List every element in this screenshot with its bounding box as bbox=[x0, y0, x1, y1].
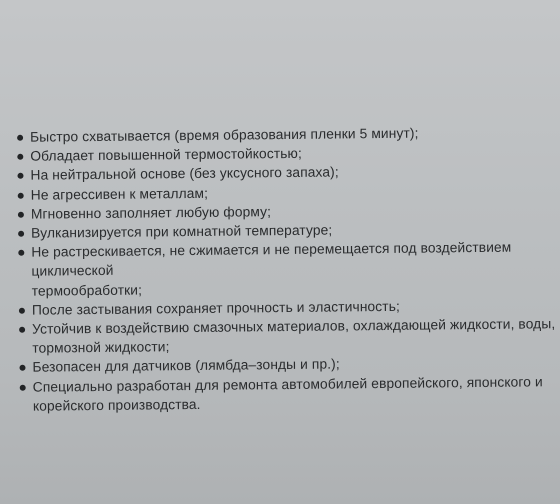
feature-text: После застывания сохраняет прочность и эластичность; bbox=[31, 298, 400, 318]
bullet-icon bbox=[17, 173, 23, 179]
feature-text: Безопасен для датчиков (лямбда–зонды и пр.); bbox=[32, 356, 340, 376]
feature-text: На нейтральной основе (без уксусного запаха); bbox=[30, 164, 339, 184]
feature-item bbox=[3, 372, 560, 416]
feature-text: Устойчив к воздействию смазочных материалов, охлаждающей жидкости, воды, тормозной жидкости; bbox=[32, 316, 556, 356]
bullet-icon bbox=[19, 308, 25, 314]
feature-text: Мгновенно заполняет любую форму; bbox=[30, 203, 272, 222]
bullet-icon bbox=[18, 192, 24, 198]
feature-text: Обладает повышенной термостойкостью; bbox=[30, 146, 302, 164]
bullet-icon bbox=[18, 212, 24, 218]
bullet-icon bbox=[18, 231, 24, 237]
bullet-icon bbox=[19, 365, 25, 371]
feature-list bbox=[0, 122, 560, 416]
feature-text: Не растрескивается, не сжимается и не перемещается под воздействием циклической термообработки; bbox=[31, 239, 512, 299]
feature-text: Не агрессивен к металлам; bbox=[30, 185, 209, 203]
bullet-icon bbox=[20, 384, 26, 390]
bullet-icon bbox=[18, 250, 24, 256]
bullet-icon bbox=[17, 154, 23, 160]
feature-item bbox=[1, 237, 560, 300]
bullet-icon bbox=[19, 327, 25, 333]
feature-text: Быстро схватывается (время образования пленки 5 минут); bbox=[30, 125, 419, 145]
feature-item bbox=[2, 314, 560, 358]
bullet-icon bbox=[17, 135, 23, 141]
feature-text: Специально разработан для ремонта автомобилей европейского, японского и корейского производства. bbox=[32, 373, 543, 414]
feature-text: Вулканизируется при комнатной температуре; bbox=[31, 222, 333, 241]
